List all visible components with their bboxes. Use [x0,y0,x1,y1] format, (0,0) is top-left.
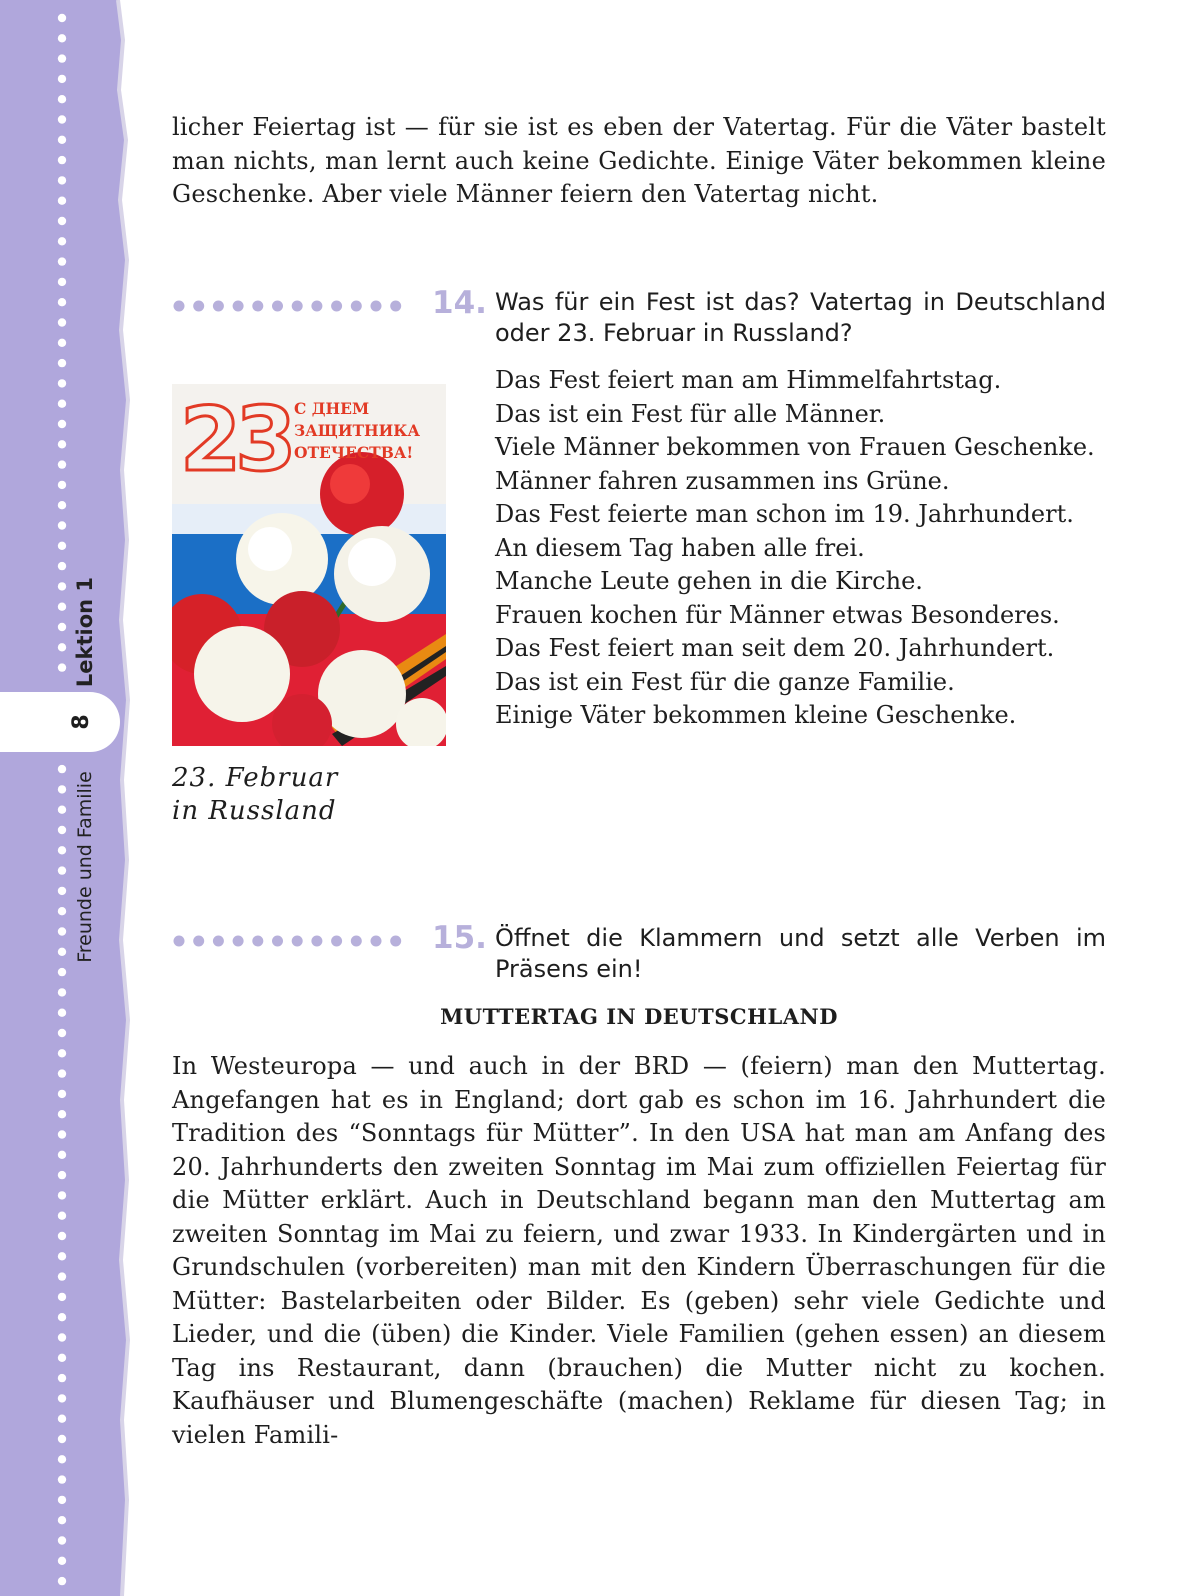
sidebar-dot [58,765,66,773]
exercise-dot [292,301,303,312]
sidebar-dot [58,826,66,834]
caption-line-1: 23. Februar [172,763,339,793]
sidebar-dot [58,1354,66,1362]
sidebar-dot [58,440,66,448]
exercise-14-dots [172,298,408,314]
exercise-dot [331,301,342,312]
exercise-dot [213,301,224,312]
sidebar-dot [58,785,66,793]
sidebar-dot [58,1516,66,1524]
sidebar-background [0,0,140,1596]
exercise-14-title: Was für ein Fest ist das? Vatertag in Deutschland oder 23. Februar in Russland? [495,288,1106,347]
sidebar-dot [58,217,66,225]
sidebar-dot [58,1130,66,1138]
card-number-23: 23 [180,388,291,491]
exercise-dot [233,301,244,312]
sidebar-dot [58,1577,66,1585]
exercise-dot [193,301,204,312]
topic-label: Freunde und Familie [74,771,96,963]
exercise-dot [351,936,362,947]
sidebar-dot [58,806,66,814]
sidebar-dot [58,1333,66,1341]
exercise-dot [311,936,322,947]
exercise-14-number: 14. [432,285,487,321]
sidebar-dot [58,1151,66,1159]
sidebar-dot [58,1252,66,1260]
sidebar-dot [58,1475,66,1483]
exercise-15-number: 15. [432,920,487,956]
sidebar-dot [58,136,66,144]
exercise-dot [390,936,401,947]
sidebar-dot [58,1536,66,1544]
sidebar-dot [58,115,66,123]
sidebar-dot [58,1435,66,1443]
statement-item: Viele Männer bekommen von Frauen Geschenke. [495,433,1095,461]
photo-caption [172,762,422,828]
exercise-dot [233,936,244,947]
sidebar-dot [58,237,66,245]
sidebar-dot [58,197,66,205]
sidebar-dot [58,34,66,42]
sidebar-dot [58,663,66,671]
sidebar-dot [58,298,66,306]
sidebar-dot [58,1171,66,1179]
sidebar-dot [58,176,66,184]
sidebar-dot [58,562,66,570]
statement-list [495,364,1106,733]
exercise-dot [311,301,322,312]
exercise-dot [272,936,283,947]
exercise-dot [331,936,342,947]
exercise-dot [252,301,263,312]
card-greeting [294,398,444,464]
sidebar-dot [58,1110,66,1118]
sidebar-dot [58,1313,66,1321]
sidebar-dot [58,887,66,895]
sidebar-dot [58,501,66,509]
sidebar-dot [58,75,66,83]
sidebar-dot [58,95,66,103]
sidebar-dot [58,420,66,428]
exercise-dot [174,936,185,947]
exercise-dot [371,301,382,312]
sidebar-dot [58,1272,66,1280]
statement-item: Das ist ein Fest für die ganze Familie. [495,667,955,696]
sidebar-dot [58,54,66,62]
sidebar-dot [58,542,66,550]
sidebar-dot [58,1069,66,1077]
sidebar-dot [58,968,66,976]
sidebar-dot [58,318,66,326]
sidebar-dot [58,1212,66,1220]
sidebar-dot [58,1232,66,1240]
sidebar-dot [58,1090,66,1098]
statement-item: Das Fest feierte man schon im 19. Jahrhundert. [495,500,1074,528]
sidebar-dot [58,1049,66,1057]
sidebar-dot [58,278,66,286]
sidebar-dot [58,521,66,529]
statement-item: An diesem Tag haben alle frei. [495,533,865,562]
sidebar-dot [58,927,66,935]
page-number: 8 [69,714,94,730]
sidebar-dot [58,1496,66,1504]
card-greeting-line-3: ОТЕЧЕСТВА! [294,443,414,462]
sidebar-dot [58,623,66,631]
statement-item: Das ist ein Fest für alle Männer. [495,399,886,428]
sidebar-dot [58,257,66,265]
sidebar-dot [58,156,66,164]
card-greeting-line-2: ЗАЩИТНИКА [294,421,421,440]
statement-item: Einige Väter bekommen kleine Geschenke. [495,701,1017,729]
exercise-dot [390,301,401,312]
statement-item: Manche Leute gehen in die Kirche. [495,567,923,595]
sidebar-dot [58,400,66,408]
sidebar-dot [58,1029,66,1037]
statement-item: Das Fest feiert man seit dem 20. Jahrhundert. [495,634,1055,662]
sidebar-dot [58,907,66,915]
sidebar-dot [58,1009,66,1017]
exercise-15-dots [172,933,408,949]
exercise-dot [193,936,204,947]
sidebar-dot [58,643,66,651]
sidebar-dot [58,1191,66,1199]
sidebar-dot [58,866,66,874]
exercise-dot [272,301,283,312]
card-greeting-line-1: С ДНЕМ [294,399,370,418]
exercise-dot [174,301,185,312]
sidebar-dot [58,846,66,854]
statement-item: Frauen kochen für Männer etwas Besonderes. [495,600,1060,629]
sidebar-dot [58,460,66,468]
sidebar-dot [58,1455,66,1463]
statement-item: Männer fahren zusammen ins Grüne. [495,466,950,495]
sidebar-dot [58,1374,66,1382]
mothers-day-paragraph: In Westeuropa — und auch in der BRD — (feiern) man den Muttertag. Angefangen hat es in England; dort gab es schon im 16. Jahrhundert die Tradition des “Sonntags für Mütter”. In den USA hat man am Anfang des 20. Jahrhunderts den zweiten Sonntag im Mai zum offiziellen Feiertag für die Mütter erklärt. Auch in Deutschland begann man den Muttertag am zweiten Sonntag im Mai zu feiern, und zwar 1933. In Kindergärten und in Grundschulen (vorbereiten) man mit den Kindern Überraschungen für die Mütter: Bastelarbeiten oder Bilder. Es (geben) sehr viele Gedichte und Lieder, und die (üben) die Kinder. Viele Familien (gehen essen) an diesem Tag ins Restaurant, dann (brauchen) die Mutter nicht zu kochen. Kaufhäuser und Blumengeschäfte (machen) Reklame für diesen Tag; in vielen Famili- [172,1052,1106,1449]
page-number-tab [0,692,120,752]
sidebar-dot [58,339,66,347]
text-heading: MUTTERTAG IN DEUTSCHLAND [440,1004,838,1029]
sidebar-dot [58,1415,66,1423]
statement-item: Das Fest feiert man am Himmelfahrtstag. [495,366,1002,394]
sidebar-dot [58,14,66,22]
exercise-dot [252,936,263,947]
sidebar-dot [58,379,66,387]
lesson-label: Lektion 1 [73,576,97,688]
sidebar [0,0,130,1596]
sidebar-dot [58,988,66,996]
sidebar-dot [58,1394,66,1402]
sidebar-dot [58,948,66,956]
holiday-card-photo [172,384,446,746]
exercise-dot [213,936,224,947]
exercise-dot [292,936,303,947]
sidebar-dot [58,481,66,489]
exercise-dot [351,301,362,312]
sidebar-dot [58,1293,66,1301]
exercise-15-title: Öffnet die Klammern und setzt alle Verben im Präsens ein! [495,924,1106,983]
sidebar-dot [58,359,66,367]
sidebar-dot [58,1557,66,1565]
caption-line-2: in Russland [172,796,337,826]
top-paragraph: licher Feiertag ist — für sie ist es eben der Vatertag. Für die Väter bastelt man nichts, man lernt auch keine Gedichte. Einige Väter bekommen kleine Geschenke. Aber viele Männer feiern den Vatertag nicht. [172,113,1106,208]
sidebar-dot [58,582,66,590]
exercise-dot [371,936,382,947]
sidebar-dot [58,603,66,611]
